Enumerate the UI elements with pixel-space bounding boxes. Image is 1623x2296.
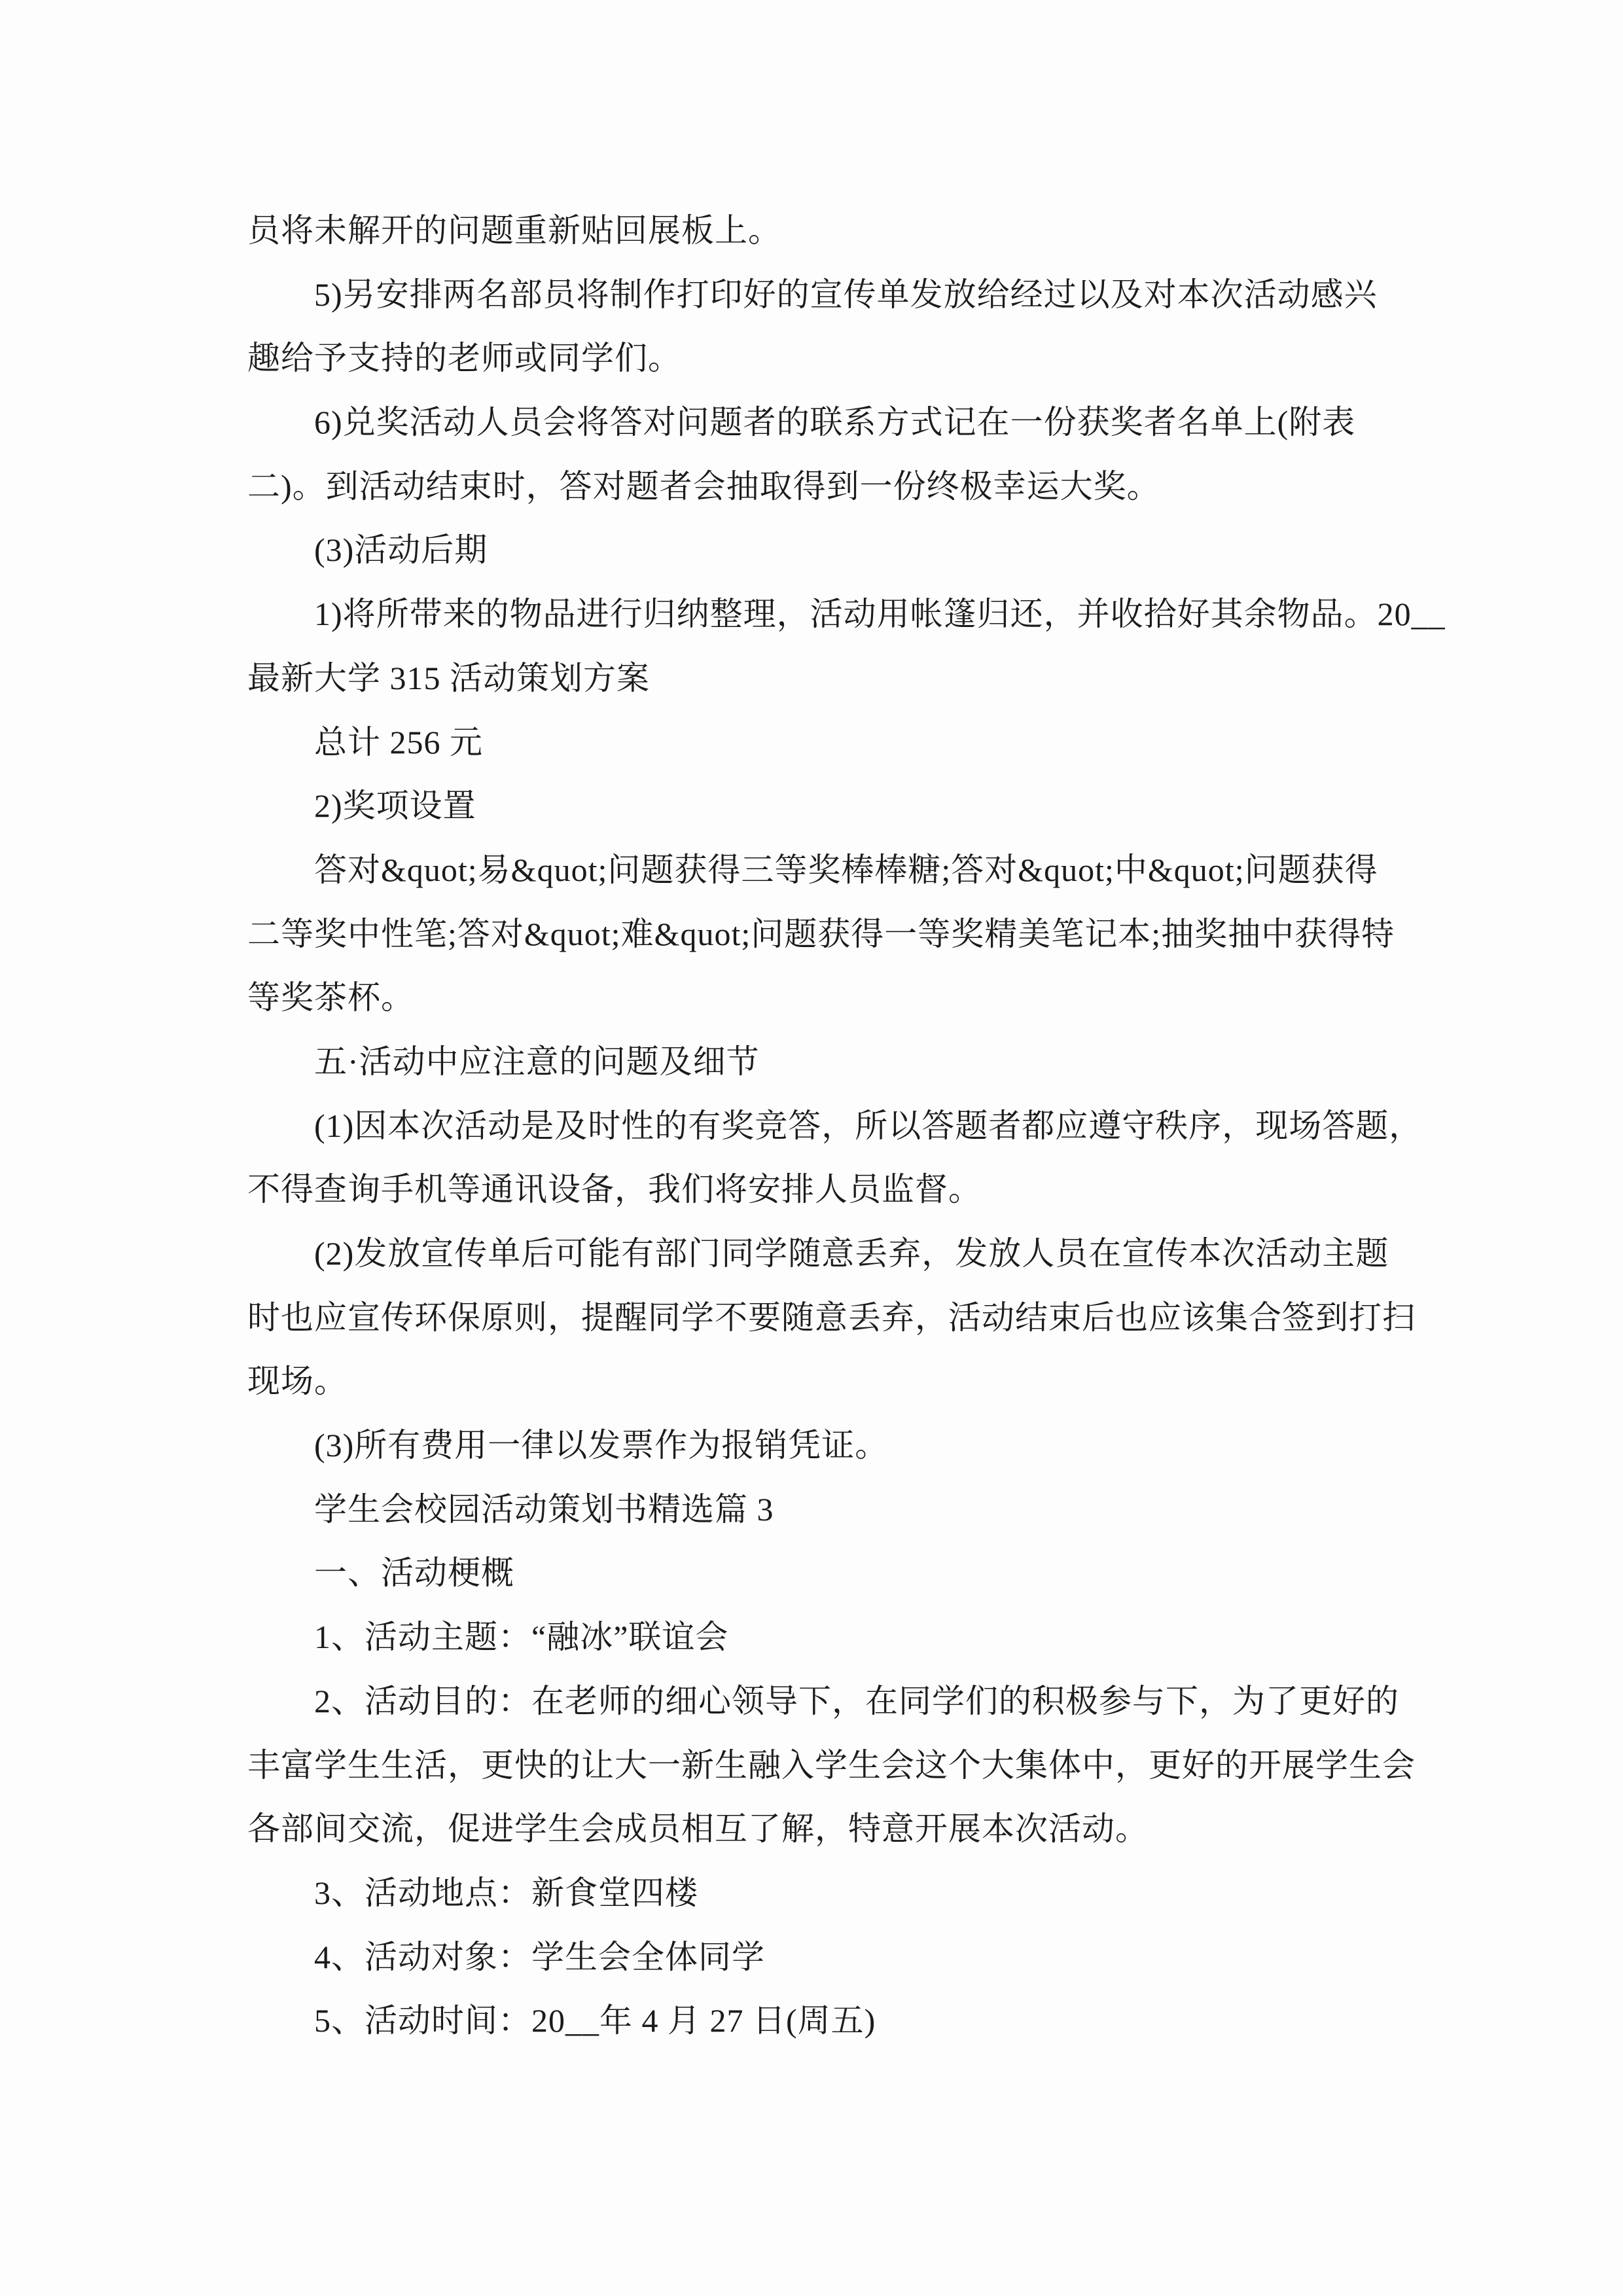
text-line: 总计 256 元 xyxy=(314,723,483,761)
text-line: 等奖茶杯。 xyxy=(247,979,414,1016)
text-line: 最新大学 315 活动策划方案 xyxy=(247,659,650,696)
text-line: (1)因本次活动是及时性的有奖竞答，所以答题者都应遵守秩序，现场答题， xyxy=(314,1107,1423,1144)
text-line: (2)发放宣传单后可能有部门同学随意丢弃，发放人员在宣传本次活动主题 xyxy=(314,1235,1389,1272)
text-line: 5)另安排两名部员将制作打印好的宣传单发放给经过以及对本次活动感兴 xyxy=(314,276,1378,313)
text-line: 5、活动时间：20__年 4 月 27 日(周五) xyxy=(314,2002,876,2039)
text-line: 6)兑奖活动人员会将答对问题者的联系方式记在一份获奖者名单上(附表 xyxy=(314,404,1356,441)
text-line: 各部间交流，促进学生会成员相互了解，特意开展本次活动。 xyxy=(247,1810,1149,1848)
text-line: 答对&quot;易&quot;问题获得三等奖棒棒糖;答对&quot;中&quot;问题获得 xyxy=(314,851,1378,888)
text-line: 1)将所带来的物品进行归纳整理，活动用帐篷归还，并收拾好其余物品。20__ xyxy=(314,596,1446,633)
text-line: 五·活动中应注意的问题及细节 xyxy=(314,1043,760,1080)
text-line: 一、活动梗概 xyxy=(314,1554,514,1592)
text-line: 4、活动对象：学生会全体同学 xyxy=(314,1938,765,1975)
text-line: 员将未解开的问题重新贴回展板上。 xyxy=(247,212,781,249)
text-line: 2、活动目的：在老师的细心领导下，在同学们的积极参与下，为了更好的 xyxy=(314,1682,1399,1719)
text-line: 现场。 xyxy=(247,1363,348,1400)
text-line: 时也应宣传环保原则，提醒同学不要随意丢弃，活动结束后也应该集合签到打扫 xyxy=(247,1299,1416,1336)
text-line: 趣给予支持的老师或同学们。 xyxy=(247,340,681,377)
text-line: 不得查询手机等通讯设备，我们将安排人员监督。 xyxy=(247,1171,982,1208)
text-line: 丰富学生生活，更快的让大一新生融入学生会这个大集体中，更好的开展学生会 xyxy=(247,1746,1416,1784)
text-line: 二)。到活动结束时，答对题者会抽取得到一份终极幸运大奖。 xyxy=(247,467,1160,505)
text-line: 2)奖项设置 xyxy=(314,787,476,825)
text-line: (3)所有费用一律以发票作为报销凭证。 xyxy=(314,1427,889,1464)
text-line: 学生会校园活动策划书精选篇 3 xyxy=(314,1490,774,1528)
text-line: 1、活动主题：“融冰”联谊会 xyxy=(314,1619,729,1656)
text-line: 二等奖中性笔;答对&quot;难&quot;问题获得一等奖精美笔记本;抽奖抽中获得特 xyxy=(247,915,1395,952)
document-text-block xyxy=(247,199,1446,2053)
text-line: (3)活动后期 xyxy=(314,531,488,569)
text-line: 3、活动地点：新食堂四楼 xyxy=(314,1874,698,1911)
